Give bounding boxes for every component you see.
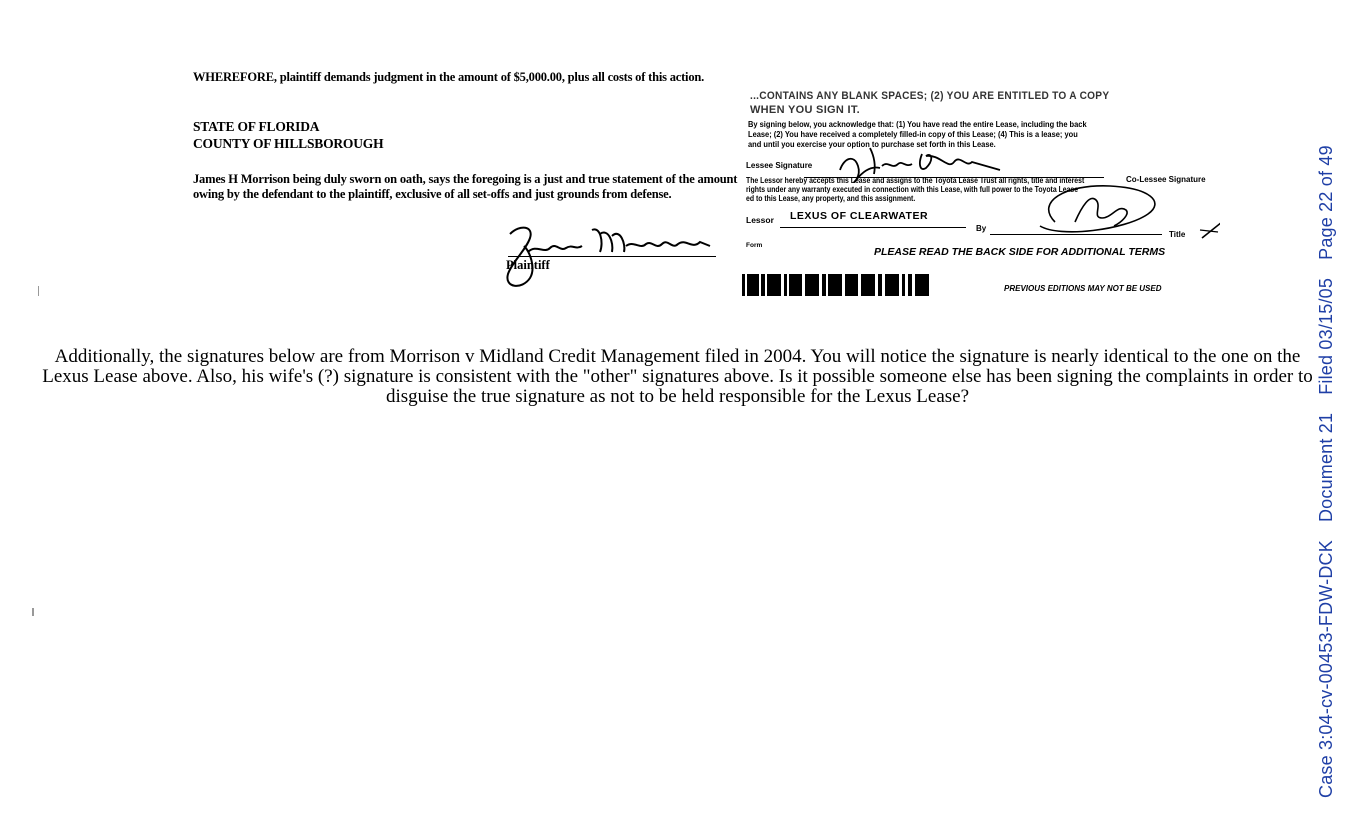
lease-notice-line-1: ...CONTAINS ANY BLANK SPACES; (2) YOU ARE ENTITLED TO A COPY bbox=[750, 90, 1110, 102]
signature-line bbox=[508, 256, 716, 257]
previous-editions-notice: PREVIOUS EDITIONS MAY NOT BE USED bbox=[1004, 284, 1162, 293]
lease-signatures bbox=[830, 140, 1220, 250]
scan-speck bbox=[38, 286, 39, 296]
wherefore-clause: WHEREFORE, plaintiff demands judgment in the amount of $5,000.00, plus all costs of this action. bbox=[193, 70, 705, 84]
assignment-line-1: The Lessor hereby accepts this Lease and assigns to the Toyota Lease Trust all rights, title and interest bbox=[746, 176, 1085, 185]
case-number: Case 3:04-cv-00453-FDW-DCK bbox=[1316, 540, 1336, 798]
page-count: Page 22 of 49 bbox=[1316, 145, 1336, 260]
form-label: Form bbox=[746, 242, 763, 249]
lease-ack-line-2: Lease; (2) You have received a completely filled-in copy of this Lease; (4) This is a lease; you bbox=[748, 129, 1078, 139]
title-label: Title bbox=[1169, 230, 1186, 239]
lease-notice-line-2: WHEN YOU SIGN IT. bbox=[750, 104, 861, 116]
assignment-line-2: rights under any warranty executed in connection with this Lease, with full power to the Toyota Lease bbox=[746, 185, 1079, 194]
affidavit-text: James H Morrison being duly sworn on oath, says the foregoing is a just and true statement of the amount owing by the defendant to the plaintiff, exclusive of all set-offs and just grounds from defense. bbox=[193, 172, 738, 201]
filed-date: Filed 03/15/05 bbox=[1316, 277, 1336, 395]
colessee-signature-label: Co-Lessee Signature bbox=[1126, 175, 1206, 184]
lease-ack-line-3: and until you exercise your option to purchase set forth in this Lease. bbox=[748, 139, 996, 149]
lessee-signature-label: Lessee Signature bbox=[746, 161, 813, 170]
plaintiff-signature bbox=[500, 222, 720, 292]
state-heading: STATE OF FLORIDA bbox=[193, 119, 320, 134]
document-number: Document 21 bbox=[1316, 412, 1336, 523]
county-heading: COUNTY OF HILLSBOROUGH bbox=[193, 136, 384, 151]
lessor-label: Lessor bbox=[746, 215, 774, 225]
filing-stamp bbox=[1316, 127, 1337, 798]
scan-speck bbox=[32, 608, 34, 616]
barcode-icon bbox=[742, 274, 932, 296]
back-side-notice: PLEASE READ THE BACK SIDE FOR ADDITIONAL TERMS bbox=[874, 246, 1166, 258]
lessor-value: LEXUS OF CLEARWATER bbox=[790, 210, 929, 222]
caption-paragraph: Additionally, the signatures below are from Morrison v Midland Credit Management filed in 2004. You will notice the signature is nearly identical to the one on the Lexus Lease above. Also, his wife's (?) signature is consistent with the "other" signatures above. Is it possible someone else has been signing the complaints in order to disguise the true signature as not to be held responsible for the Lexus Lease? bbox=[42, 346, 1313, 407]
assignment-line-3: ed to this Lease, any property, and this assignment. bbox=[746, 194, 916, 203]
lease-ack-line-1: By signing below, you acknowledge that: (1) You have read the entire Lease, including the back bbox=[748, 119, 1087, 129]
by-label: By bbox=[976, 224, 987, 233]
plaintiff-label: Plaintiff bbox=[506, 258, 550, 272]
